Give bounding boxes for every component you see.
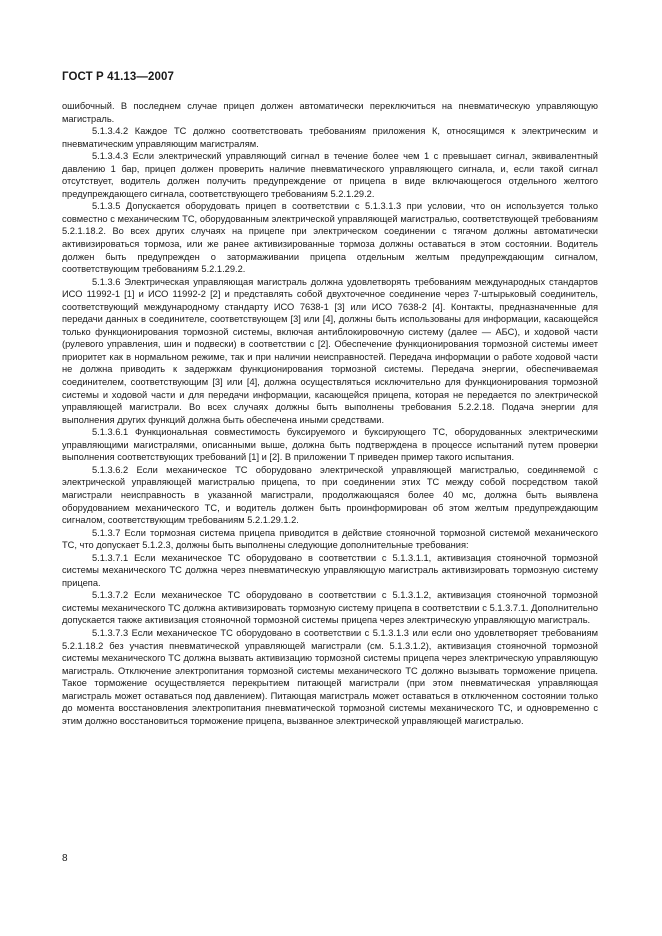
paragraph-5-1-3-6: 5.1.3.6 Электрическая управляющая магистраль должна удовлетворять требованиям международных стандартов ИСО 11992-1 [1] и ИСО 11992-2 [2] и представлять собой двухточечное соединение через 7-штырьковый соединитель, соответствующий международному стандарту ИСО 7638-1 [3] или ИСО 7638-2 [4]. Контакты, предназначенные для передачи данных в соединителе, соответствующем [3] или [4], должны быть использованы для информации, касающейся только функционирования тормозной системы, включая антиблокировочную систему (далее — АБС), и ходовой части (рулевого управления, шин и подвески) в соответствии с [2]. Обеспечение функционирования тормозной системы имеет приоритет как в нормальном режиме, так и при наличии неисправностей. Передача информации о работе ходовой части не должна приводить к задержкам функционирования тормозной системы. Передача энергии, обеспечиваемая соединителем, соответствующим [3] или [4], должна осуществляться исключительно для функционирования тормозной системы и ходовой части и для передачи информации, касающейся прицепа, которая не передается по электрической управляющей магистрали. Во всех случаях должны быть выполнены требования 5.2.2.18. Подача энергии для выполнения других функций должна быть обеспечена иными средствами. — [62, 276, 598, 425]
paragraph-5-1-3-6-1: 5.1.3.6.1 Функциональная совместимость буксируемого и буксирующего ТС, оборудованных электрическими управляющими магистралями, описанными выше, должна быть подтверждена в процессе испытаний путем проверки выполнения соответствующих требований [1] и [2]. В приложении Т приведен пример такого испытания. — [62, 427, 598, 463]
document-header: ГОСТ Р 41.13—2007 — [62, 71, 174, 83]
paragraph-5-1-3-6-2: 5.1.3.6.2 Если механическое ТС оборудовано электрической управляющей магистралью, соединяемой с электрической управляющей магистралью прицепа, то при соединении этих ТС между собой посредством такой магистрали неисправность в указанной магистрали, продолжающаяся более 40 мс, должна быть выявлена оборудованием механического ТС, и водитель должен быть проинформирован об этом желтым предупреждающим сигналом, соответствующим требованиям 5.2.1.29.1.2. — [62, 464, 598, 526]
paragraph-5-1-3-4-3: 5.1.3.4.3 Если электрический управляющий сигнал в течение более чем 1 с превышает сигнал, эквивалентный давлению 1 бар, прицеп должен проверить наличие пневматического управляющего сигнала, и, если такой сигнал отсутствует, водитель должен получить предупреждение от прицепа в виде включающегося отдельного желтого предупреждающего сигнала, соответствующего требованиям 5.2.1.29.2. — [62, 151, 598, 199]
document-page — [62, 0, 598, 936]
body-text — [62, 100, 598, 727]
paragraph-5-1-3-5: 5.1.3.5 Допускается оборудовать прицеп в соответствии с 5.1.3.1.3 при условии, что он используется только совместно с механическим ТС, оборудованным электрической управляющей магистралью, соответствующей требованиям 5.2.1.18.2. Во всех других случаях на прицепе при электрическом соединении с тягачом должны автоматически активизироваться тормоза, или же ранее активизированные тормоза должны оставаться в этом состоянии. Водитель должен быть предупрежден о затормаживании прицепа отдельным желтым предупреждающим сигналом, соответствующим требованиям 5.2.1.29.2. — [62, 201, 598, 275]
page-number: 8 — [62, 853, 68, 864]
paragraph-5-1-3-7-1: 5.1.3.7.1 Если механическое ТС оборудовано в соответствии с 5.1.3.1.1, активизация стояночной тормозной системы механического ТС должна через пневматическую управляющую магистраль активизировать тормозную систему прицепа. — [62, 552, 598, 588]
paragraph-5-1-3-7-3: 5.1.3.7.3 Если механическое ТС оборудовано в соответствии с 5.1.3.1.3 или если оно удовлетворяет требованиям 5.2.1.18.2 без участия пневматической управляющей магистрали (см. 5.1.3.1.2), активизация стояночной тормозной системы механического ТС должна вызвать активизацию тормозной системы прицепа через электрическую управляющую магистраль. Отключение электропитания тормозной системы механического ТС должно вызывать торможение прицепа. Такое торможение осуществляется перекрытием питающей магистрали (при этом пневматическая управляющая магистраль может оставаться под давлением). Питающая магистраль может оставаться в отключенном состоянии только до момента восстановления электропитания пневматической тормозной системы механического ТС, и одновременно с этим должно восстановиться торможение прицепа, вызванное электрической управляющей магистралью. — [62, 627, 598, 726]
paragraph-5-1-3-4-2: 5.1.3.4.2 Каждое ТС должно соответствовать требованиям приложения К, относящимся к электрическим и пневматическим управляющим магистралям. — [62, 126, 598, 149]
paragraph-continuation: ошибочный. В последнем случае прицеп должен автоматически переключиться на пневматическую управляющую магистраль. — [62, 101, 598, 124]
paragraph-5-1-3-7-2: 5.1.3.7.2 Если механическое ТС оборудовано в соответствии с 5.1.3.1.2, активизация стояночной тормозной системы механического ТС должна активизировать тормозную систему прицепа в соответствии с 5.1.3.7.1. Дополнительно допускается также активизация стояночной тормозной системы прицепа через электрическую управляющую магистраль. — [62, 590, 598, 626]
paragraph-5-1-3-7: 5.1.3.7 Если тормозная система прицепа приводится в действие стояночной тормозной системой механического ТС, что допускает 5.1.2.3, должны быть выполнены следующие дополнительные требования: — [62, 527, 598, 551]
